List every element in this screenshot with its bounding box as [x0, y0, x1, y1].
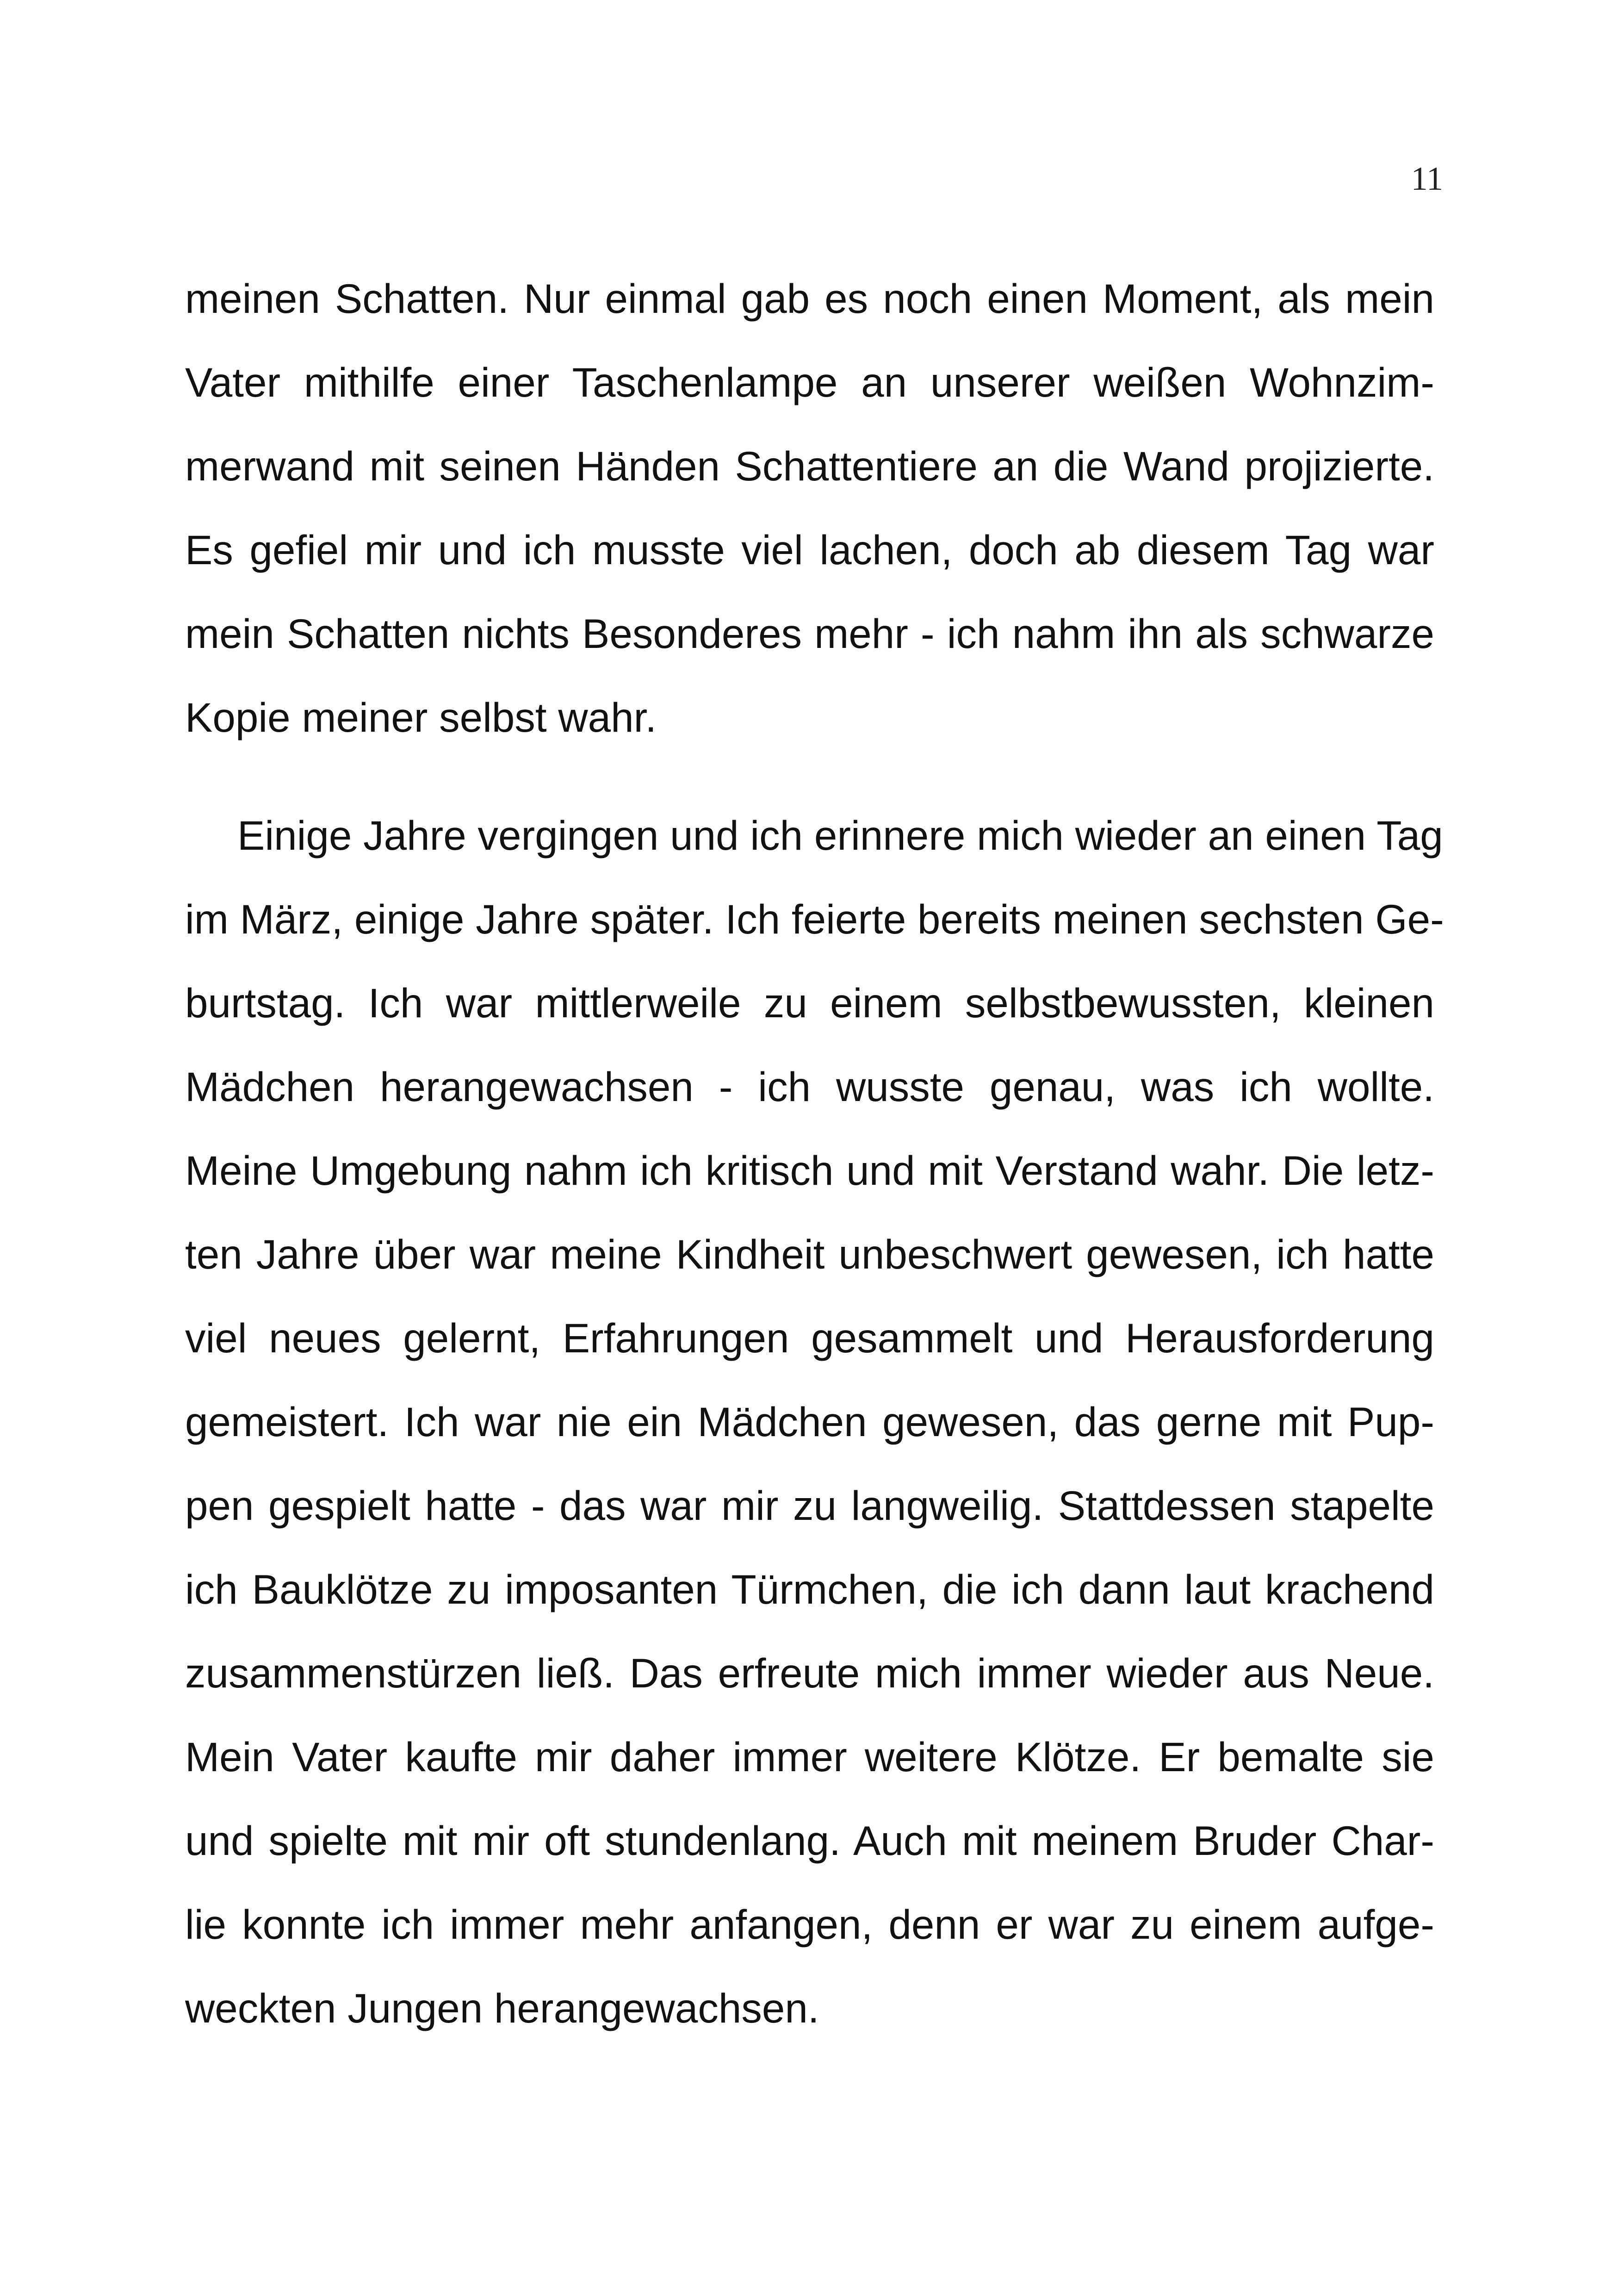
- text-line: Mädchen herangewachsen - ich wusste genau, was ich wollte.: [185, 1064, 1434, 1110]
- text-line: meinen Schatten. Nur einmal gab es noch einen Moment, als mein: [185, 275, 1434, 322]
- text-line: ten Jahre über war meine Kindheit unbeschwert gewesen, ich hatte: [185, 1231, 1434, 1277]
- text-line: ich Bauklötze zu imposanten Türmchen, die ich dann laut krachend: [185, 1566, 1434, 1612]
- paragraph: [185, 273, 1434, 776]
- text-line: pen gespielt hatte - das war mir zu langweilig. Stattdessen stapelte: [185, 1482, 1434, 1529]
- text-line: gemeistert. Ich war nie ein Mädchen gewesen, das gerne mit Pup-: [185, 1399, 1434, 1445]
- text-line: viel neues gelernt, Erfahrungen gesammelt und Herausforderung: [185, 1315, 1434, 1361]
- text-line: Kopie meiner selbst wahr.: [185, 694, 657, 740]
- text-line: Meine Umgebung nahm ich kritisch und mit Verstand wahr. Die letz-: [185, 1147, 1434, 1194]
- text-line: weckten Jungen herangewachsen.: [185, 1985, 819, 2031]
- text-line: im März, einige Jahre später. Ich feierte bereits meinen sechsten Ge-: [185, 896, 1444, 942]
- text-line: und spielte mit mir oft stundenlang. Auch mit meinem Bruder Char-: [185, 1817, 1434, 1864]
- text-line: Vater mithilfe einer Taschenlampe an unserer weißen Wohnzim-: [185, 359, 1434, 405]
- text-line: lie konnte ich immer mehr anfangen, denn er war zu einem aufge-: [185, 1901, 1434, 1948]
- text-line: zusammenstürzen ließ. Das erfreute mich immer wieder aus Neue.: [185, 1650, 1434, 1696]
- page-number: 11: [1411, 160, 1443, 197]
- text-line: Einige Jahre vergingen und ich erinnere mich wieder an einen Tag: [237, 812, 1443, 859]
- text-line: burtstag. Ich war mittlerweile zu einem selbstbewussten, kleinen: [185, 980, 1434, 1026]
- text-line: merwand mit seinen Händen Schattentiere an die Wand projizierte.: [185, 443, 1434, 489]
- text-line: Es gefiel mir und ich musste viel lachen, doch ab diesem Tag war: [185, 527, 1434, 573]
- paragraph: [185, 810, 1444, 2066]
- text-line: Mein Vater kaufte mir daher immer weitere Klötze. Er bemalte sie: [185, 1734, 1434, 1780]
- text-line: mein Schatten nichts Besonderes mehr - ich nahm ihn als schwarze: [185, 610, 1434, 657]
- body-text: [185, 273, 1444, 2066]
